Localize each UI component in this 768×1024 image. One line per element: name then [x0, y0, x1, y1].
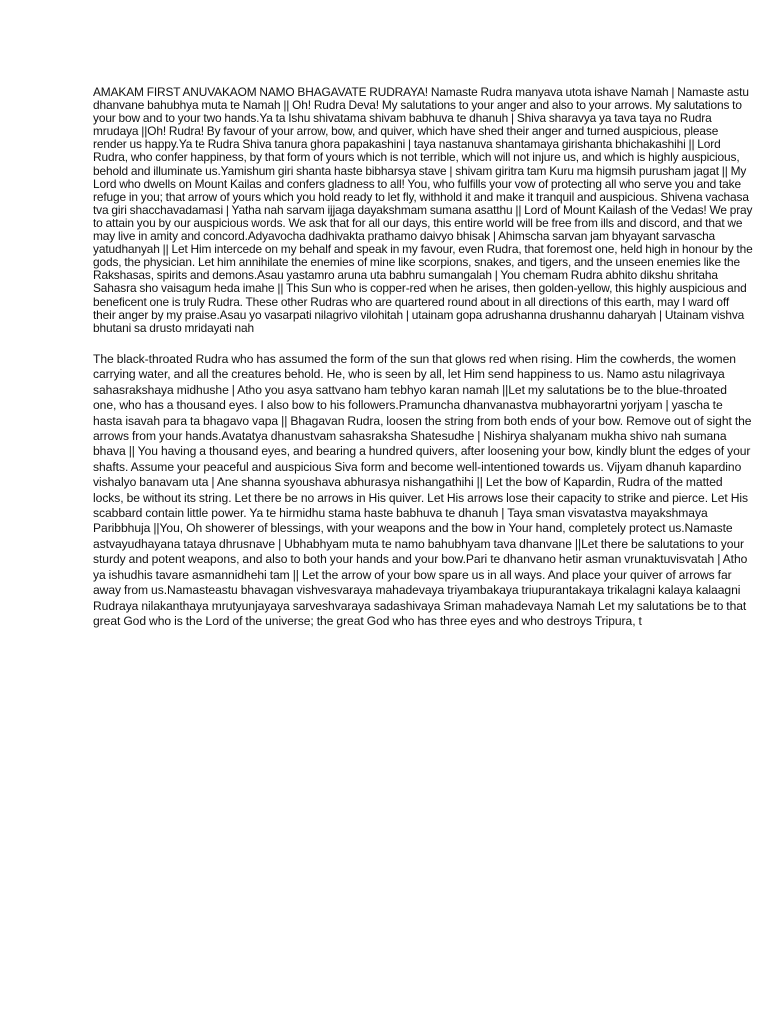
paragraph-black-throated-rudra: The black-throated Rudra who has assumed the form of the sun that glows red when rising. Him the cowherds, the women carrying water, and all the creatures behold. He, who is seen by all, let Him send happiness to us. Namo astu nilagrivaya sahasrakshaya midhushe | Atho you asya sattvano ham tebhyo karan namah ||Let my salutations be to the blue-throated one, who has a thousand eyes. I also bow to his followers.Pramuncha dhanvanastva mubhayorartni yorjyam | yascha te hasta isavah para ta bhagavo vapa || Bhagavan Rudra, loosen the string from both ends of your bow. Remove out of sight the arrows from your hands.Avatatya dhanustvam sahasraksha Shatesudhe | Nishirya shalyanam mukha shivo nah sumana bhava || You having a thousand eyes, and bearing a hundred quivers, after loosening your bow, kindly blunt the edges of your shafts. Assume your peaceful and auspicious Siva form and become well-intentioned towards us. Vijyam dhanuh kapardino vishalyo banavam uta | Ane shanna syoushava abhurasya nishangathihi || Let the bow of Kapardin, Rudra of the matted locks, be without its string. Let there be no arrows in His quiver. Let His arrows lose their capacity to strike and pierce. Let His scabbard contain little power. Ya te hirmidhu stama haste babhuva te dhanuh | Taya sman visvatastva mayakshmaya Paribbhuja ||You, Oh showerer of blessings, with your weapons and the bow in Your hand, completely protect us.Namaste astvayudhayana tataya dhrusnave | Ubhabhyam muta te namo bahubhyam tava dhanvane ||Let there be salutations to your sturdy and potent weapons, and also to both your hands and your bow.Pari te dhanvano hetir asman vrunaktuvisvatah | Atho ya ishudhis tavare asmannidhehi tam || Let the arrow of your bow spare us in all ways. And place your quiver of arrows far away from us.Namasteastu bhavagan vishvesvaraya mahadevaya triyambakaya triupurantakaya trikalagni kalaya kalaagni Rudraya nilakanthaya mrutyunjayaya sarveshvaraya sadashivaya Sriman mahadevaya Namah Let my salutations be to that great God who is the Lord of the universe; the great God who has three eyes and who destroys Tripura, t [93, 352, 752, 628]
paragraph-namakam-first-anuvaka: AMAKAM FIRST ANUVAKAOM NAMO BHAGAVATE RUDRAYA! Namaste Rudra manyava utota ishave Namah | Namaste astu dhanvane bahubhya muta te Namah || Oh! Rudra Deva! My salutations to your anger and also to your arrows. My salutations to your bow and to your two hands.Ya ta Ishu shivatama shivam babhuva te dhanuh | Shiva sharavya ya tava taya no Rudra mrudaya ||Oh! Rudra! By favour of your arrow, bow, and quiver, which have shed their anger and turned auspicious, please render us happy.Ya te Rudra Shiva tanura ghora papakashini | taya nastanuva shantamaya girishanta bhichakashihi || Lord Rudra, who confer happiness, by that form of yours which is not terrible, which will not injure us, and which is highly auspicious, behold and illuminate us.Yamishum giri shanta haste bibharsya stave | shivam giritra tam Kuru ma higmsih purusham jagat || My Lord who dwells on Mount Kailas and confers gladness to all! You, who fulfills your vow of protecting all who serve you and take refuge in you; that arrow of yours which you hold ready to let fly, withhold it and make it tranquil and auspicious. Shivena vachasa tva giri shacchavadamasi | Yatha nah sarvam ijjaga dayakshmam sumana asatthu || Lord of Mount Kailash of the Vedas! We pray to attain you by our auspicious words. We ask that for all our days, this entire world will be free from ills and discord, and that we may live in amity and concord.Adyavocha dadhivakta prathamo daivyo bhisak | Ahimscha sarvan jam bhyayant sarvascha yatudhanyah || Let Him intercede on my behalf and speak in my favour, even Rudra, that foremost one, held high in honour by the gods, the physician. Let him annihilate the enemies of mine like scorpions, snakes, and tigers, and the unseen enemies like the Rakshasas, spirits and demons.Asau yastamro aruna uta babhru sumangalah | You chemam Rudra abhito dikshu shritaha Sahasra sho vaisagum heda imahe || This Sun who is copper-red when he arises, then golden-yellow, this highly auspicious and beneficent one is truly Rudra. These other Rudras who are quartered round about in all directions of this earth, may I ward off their anger by my praise.Asau yo vasarpati nilagrivo vilohitah | utainam gopa adrushanna drushannu daharyah | Utainam vishva bhutani sa drusto mridayati nah [93, 85, 753, 335]
